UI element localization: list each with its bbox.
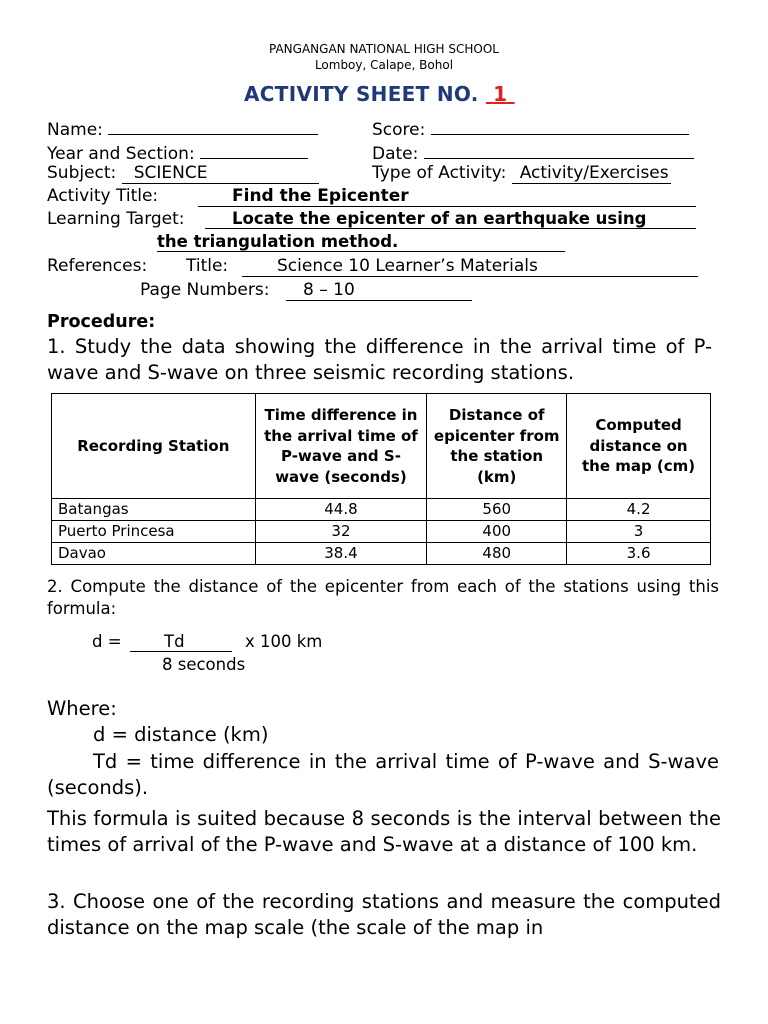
learning-target-line2: the triangulation method. xyxy=(157,232,565,252)
table-cell: 480 xyxy=(427,543,567,565)
table-cell: 44.8 xyxy=(255,499,427,521)
year-section-field xyxy=(47,140,308,164)
table-cell: 3.6 xyxy=(567,543,711,565)
where-d-definition: d = distance (km) xyxy=(93,723,269,746)
score-field xyxy=(372,116,689,140)
page-numbers-value: 8 – 10 xyxy=(286,280,472,301)
formula-explanation: This formula is suited because 8 seconds is the interval between the times of arrival of the P-wave and S-wave at a distance of 100 km. xyxy=(47,807,721,856)
page-numbers-label: Page Numbers: xyxy=(140,280,270,300)
procedure-step2: 2. Compute the distance of the epicenter from each of the stations using this formula: xyxy=(47,577,719,618)
year-section-label: Year and Section: xyxy=(47,144,195,164)
score-label: Score: xyxy=(372,120,426,140)
activity-title-label: Activity Title: xyxy=(47,186,159,206)
name-blank[interactable] xyxy=(108,116,318,135)
school-name: PANGANGAN NATIONAL HIGH SCHOOL xyxy=(269,42,499,56)
formula-numerator: Td xyxy=(130,632,232,652)
table-row xyxy=(52,543,711,565)
page-title xyxy=(244,82,515,106)
date-field xyxy=(372,140,694,164)
table-cell: 400 xyxy=(427,521,567,543)
table-header: Recording Station xyxy=(52,394,256,499)
type-value: Activity/Exercises xyxy=(512,163,671,184)
formula-multiplier: x 100 km xyxy=(245,632,323,651)
table-cell: 560 xyxy=(427,499,567,521)
learning-target-field xyxy=(47,209,185,229)
table-cell: 4.2 xyxy=(567,499,711,521)
seismic-data-table xyxy=(51,393,711,565)
table-cell: 3 xyxy=(567,521,711,543)
school-address: Lomboy, Calape, Bohol xyxy=(314,58,454,72)
procedure-step1: 1. Study the data showing the difference in the arrival time of P-wave and S-wave on three seismic recording stations. xyxy=(47,335,712,384)
activity-title-field xyxy=(47,186,158,206)
ref-title-label: Title: xyxy=(186,256,229,276)
table-header: Computed distance on the map (cm) xyxy=(567,394,711,499)
name-field xyxy=(47,116,318,140)
ref-title-value: Science 10 Learner’s Materials xyxy=(242,256,698,277)
type-field xyxy=(372,163,671,184)
where-label: Where: xyxy=(47,697,117,720)
references-label: References: xyxy=(47,256,148,276)
table-cell: Davao xyxy=(52,543,256,565)
subject-label: Subject: xyxy=(47,163,117,183)
procedure-heading: Procedure: xyxy=(47,312,156,332)
table-row xyxy=(52,521,711,543)
date-blank[interactable] xyxy=(424,140,694,159)
table-header-row xyxy=(52,394,711,499)
activity-number: 1 xyxy=(493,82,508,106)
title-text: ACTIVITY SHEET NO. xyxy=(244,82,479,106)
activity-title-value: Find the Epicenter xyxy=(198,186,696,207)
formula-denominator: 8 seconds xyxy=(162,655,246,674)
type-label: Type of Activity: xyxy=(372,163,507,183)
table-header: Time difference in the arrival time of P-wave and S-wave (seconds) xyxy=(255,394,427,499)
table-cell: 32 xyxy=(255,521,427,543)
table-row xyxy=(52,499,711,521)
score-blank[interactable] xyxy=(431,116,689,135)
where-td-definition: Td = time difference in the arrival time of P-wave and S-wave (seconds). xyxy=(47,750,719,799)
year-section-blank[interactable] xyxy=(200,140,308,159)
table-cell: Puerto Princesa xyxy=(52,521,256,543)
learning-target-line1: Locate the epicenter of an earthquake using xyxy=(205,209,696,229)
formula-lhs: d = xyxy=(92,632,122,651)
table-header: Distance of epicenter from the station (km) xyxy=(427,394,567,499)
learning-target-label: Learning Target: xyxy=(47,209,185,229)
table-cell: Batangas xyxy=(52,499,256,521)
subject-value: SCIENCE xyxy=(122,163,319,184)
procedure-step3: 3. Choose one of the recording stations and measure the computed distance on the map scale (the scale of the map in xyxy=(47,890,721,939)
table-cell: 38.4 xyxy=(255,543,427,565)
date-label: Date: xyxy=(372,144,419,164)
subject-field xyxy=(47,163,319,184)
name-label: Name: xyxy=(47,120,103,140)
